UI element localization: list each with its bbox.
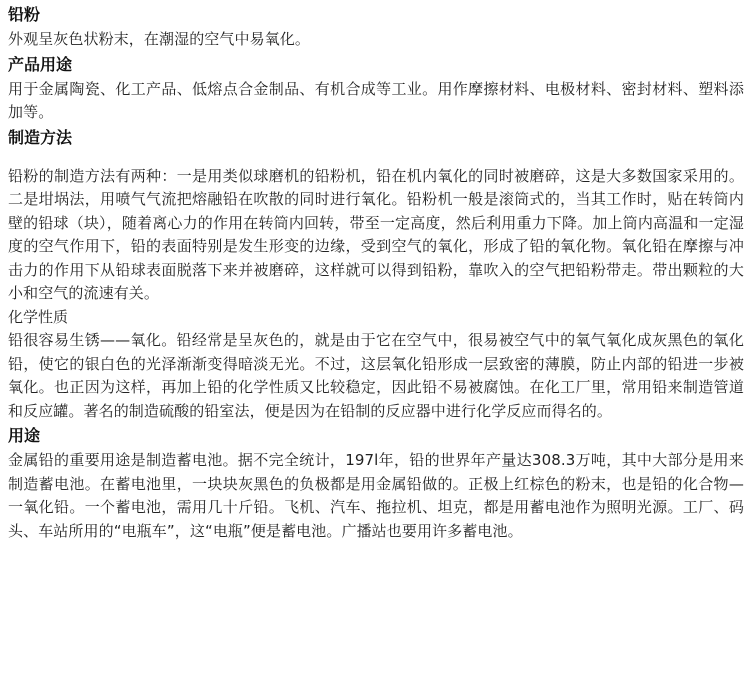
document-body: [8, 2, 744, 543]
usage-text: 金属铅的重要用途是制造蓄电池。据不完全统计，197l年，铅的世界年产量达308.3万吨，其中大部分是用来制造蓄电池。在蓄电池里，一块块灰黑色的负极都是用金属铅做的。正极上红棕色的粉末，也是铅的化合物—一氧化铅。一个蓄电池，需用几十斤铅。飞机、汽车、拖拉机、坦克，都是用蓄电池作为照明光源。工厂、码头、车站所用的“电瓶车”，这“电瓶”便是蓄电池。广播站也要用许多蓄电池。: [8, 451, 744, 540]
section-spacer: [8, 151, 744, 165]
manufacturing-text: 铅粉的制造方法有两种：一是用类似球磨机的铅粉机，铅在机内氧化的同时被磨碎，这是大多数国家采用的。二是坩埚法，用喷气气流把熔融铅在吹散的同时进行氧化。铅粉机一般是滚筒式的，当其工作时，贴在转筒内壁的铅球（块），随着离心力的作用在转筒内回转，带至一定高度，然后利用重力下降。加上筒内高温和一定湿度的空气作用下，铅的表面特别是发生形变的边缘，受到空气的氧化，形成了铅的氧化物。氧化铅在摩擦与冲击力的作用下从铅球表面脱落下来并被磨碎，这样就可以得到铅粉，靠吹入的空气把铅粉带走。带出颗粒的大小和空气的流速有关。: [8, 166, 744, 302]
heading-manufacturing: 制造方法: [8, 127, 73, 147]
product-use-text: 用于金属陶瓷、化工产品、低熔点合金制品、有机合成等工业。用作摩擦材料、电极材料、密封材料、塑料添加等。: [8, 79, 744, 121]
chemical-properties-text: 铅很容易生锈——氧化。铅经常是呈灰色的，就是由于它在空气中，很易被空气中的氧气氧化成灰黑色的氧化铅，使它的银白色的光泽渐渐变得暗淡无光。不过，这层氧化铅形成一层致密的薄膜，防止内部的铅进一步被氧化。也正因为这样，再加上铅的化学性质又比较稳定，因此铅不易被腐蚀。在化工厂里，常用铅来制造管道和反应罐。著名的制造硫酸的铅室法，便是因为在铅制的反应器中进行化学反应而得名的。: [8, 331, 744, 420]
heading-lead-powder: 铅粉: [8, 5, 41, 24]
heading-chemical-properties: 化学性质: [8, 307, 69, 326]
heading-usage: 用途: [8, 426, 41, 445]
lead-powder-description: 外观呈灰色状粉末，在潮湿的空气中易氧化。: [8, 30, 311, 48]
heading-product-use: 产品用途: [8, 54, 73, 74]
